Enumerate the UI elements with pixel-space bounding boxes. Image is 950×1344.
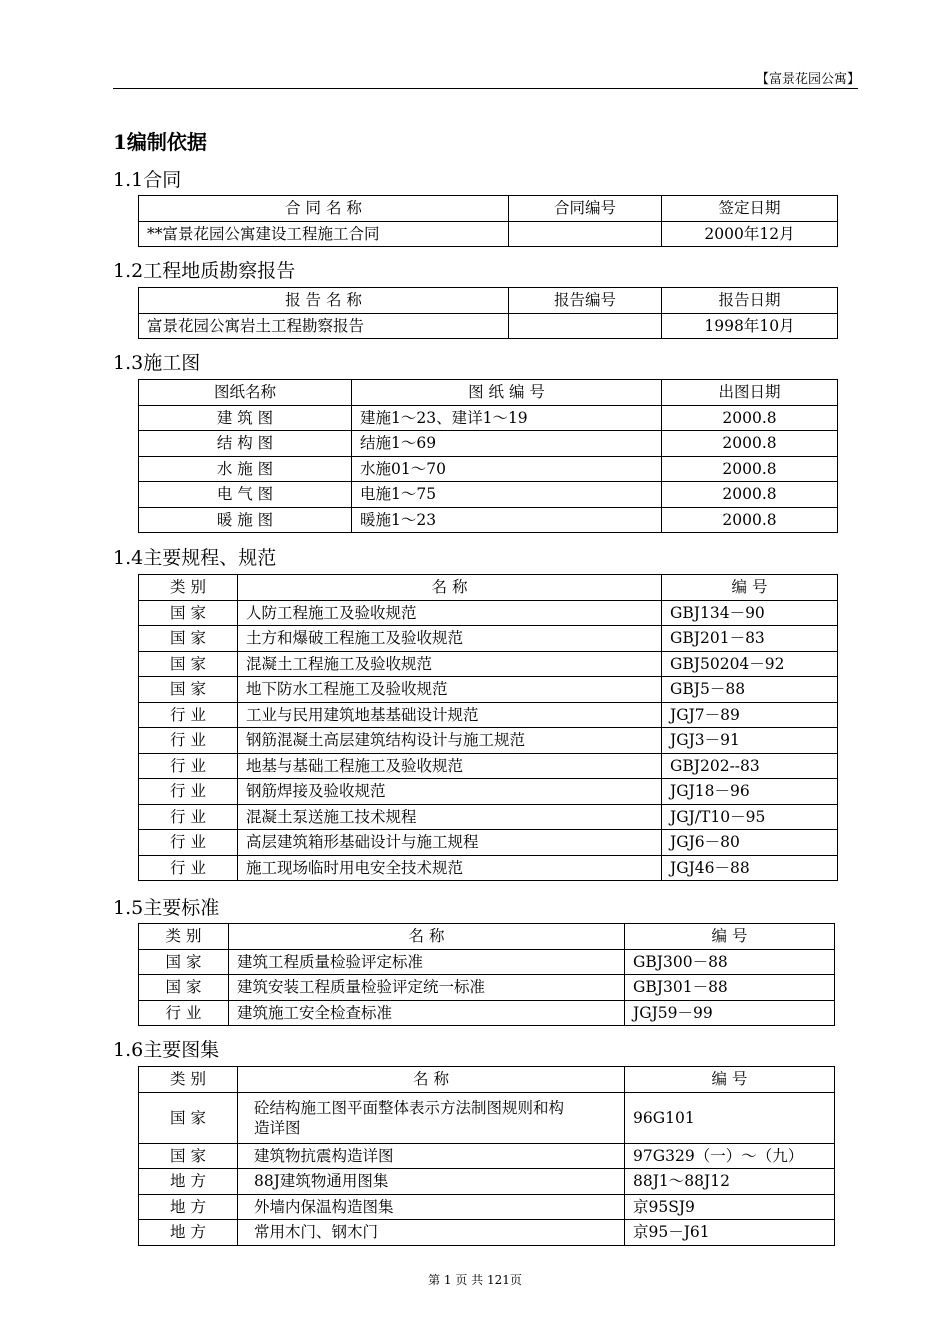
table-header-row — [139, 1067, 835, 1093]
table-row — [139, 949, 835, 975]
table-header-cell: 名 称 — [238, 1067, 625, 1093]
table-cell: 地下防水工程施工及验收规范 — [238, 677, 662, 703]
table-row — [139, 677, 838, 703]
table-cell: 1998年10月 — [662, 313, 838, 339]
section-heading-codes: 1.4主要规程、规范 — [113, 547, 277, 569]
table-row — [139, 1169, 835, 1195]
table-cell: 地基与基础工程施工及验收规范 — [238, 753, 662, 779]
table-header-cell: 图 纸 编 号 — [352, 380, 662, 406]
table-cell: JGJ7－89 — [662, 702, 838, 728]
table-cell: 行 业 — [139, 855, 238, 881]
table-header-row — [139, 924, 835, 950]
table-row — [139, 405, 838, 431]
page-title: 1编制依据 — [113, 130, 207, 154]
table-cell: 96G101 — [625, 1092, 835, 1143]
table-cell: 京95SJ9 — [625, 1194, 835, 1220]
table-header-cell: 类 别 — [139, 575, 238, 601]
drawings-table — [138, 379, 838, 533]
table-cell: 国 家 — [139, 651, 238, 677]
table-row — [139, 456, 838, 482]
table-cell: 京95－J61 — [625, 1220, 835, 1246]
table-header-row — [139, 196, 838, 222]
table-row — [139, 482, 838, 508]
table-cell — [509, 221, 662, 247]
table-header-cell: 类 别 — [139, 924, 229, 950]
table-cell: 国 家 — [139, 626, 238, 652]
table-header-row — [139, 575, 838, 601]
table-row — [139, 855, 838, 881]
table-row — [139, 1194, 835, 1220]
table-cell: 高层建筑箱形基础设计与施工规程 — [238, 830, 662, 856]
table-cell: 97G329（一）～（九） — [625, 1143, 835, 1169]
table-cell: 建 筑 图 — [139, 405, 352, 431]
table-header-cell: 合 同 名 称 — [139, 196, 509, 222]
table-cell: 国 家 — [139, 949, 229, 975]
table-cell: 国 家 — [139, 600, 238, 626]
table-cell: 国 家 — [139, 975, 229, 1001]
table-cell: 结 构 图 — [139, 431, 352, 457]
table-cell: JGJ/T10－95 — [662, 804, 838, 830]
table-cell: 2000.8 — [662, 405, 838, 431]
table-cell: 2000.8 — [662, 482, 838, 508]
table-cell: 地 方 — [139, 1220, 238, 1246]
table-cell: JGJ3－91 — [662, 728, 838, 754]
table-row — [139, 431, 838, 457]
table-cell: 土方和爆破工程施工及验收规范 — [238, 626, 662, 652]
table-cell: 混凝土工程施工及验收规范 — [238, 651, 662, 677]
table-cell: 钢筋焊接及验收规范 — [238, 779, 662, 805]
table-cell: GBJ202--83 — [662, 753, 838, 779]
table-cell: 外墙内保温构造图集 — [238, 1194, 625, 1220]
table-row — [139, 1143, 835, 1169]
table-cell: 富景花园公寓岩土工程勘察报告 — [139, 313, 509, 339]
table-cell: 行 业 — [139, 779, 238, 805]
header-title: 【富景花园公寓】 — [755, 72, 860, 87]
table-cell: 国 家 — [139, 1143, 238, 1169]
table-row — [139, 313, 838, 339]
table-row — [139, 702, 838, 728]
table-cell: 水施01～70 — [352, 456, 662, 482]
table-cell: GBJ50204－92 — [662, 651, 838, 677]
table-header-cell: 编 号 — [625, 1067, 835, 1093]
table-row — [139, 1220, 835, 1246]
atlases-table — [138, 1066, 835, 1246]
table-row — [139, 728, 838, 754]
geology-table — [138, 287, 838, 339]
table-header-row — [139, 288, 838, 314]
table-header-cell: 报告编号 — [509, 288, 662, 314]
table-cell: 建施1～23、建详1～19 — [352, 405, 662, 431]
table-row — [139, 779, 838, 805]
table-row — [139, 975, 835, 1001]
table-header-cell: 名 称 — [238, 575, 662, 601]
table-header-cell: 出图日期 — [662, 380, 838, 406]
table-cell: 水 施 图 — [139, 456, 352, 482]
table-cell: GBJ5－88 — [662, 677, 838, 703]
table-cell: 钢筋混凝土高层建筑结构设计与施工规范 — [238, 728, 662, 754]
codes-table — [138, 574, 838, 881]
table-header-row — [139, 380, 838, 406]
table-row — [139, 804, 838, 830]
table-cell: 电施1～75 — [352, 482, 662, 508]
table-cell: **富景花园公寓建设工程施工合同 — [139, 221, 509, 247]
table-cell: JGJ18－96 — [662, 779, 838, 805]
table-header-cell: 图纸名称 — [139, 380, 352, 406]
section-heading-standards: 1.5主要标准 — [113, 897, 220, 919]
table-cell: 行 业 — [139, 1000, 229, 1026]
table-row — [139, 830, 838, 856]
table-cell: 结施1～69 — [352, 431, 662, 457]
table-row — [139, 753, 838, 779]
table-cell: 2000.8 — [662, 507, 838, 533]
table-cell: 行 业 — [139, 753, 238, 779]
table-header-cell: 类 别 — [139, 1067, 238, 1093]
section-heading-atlases: 1.6主要图集 — [113, 1039, 220, 1061]
table-row — [139, 507, 838, 533]
section-heading-geology: 1.2工程地质勘察报告 — [113, 260, 296, 282]
table-cell: 建筑物抗震构造详图 — [238, 1143, 625, 1169]
table-cell: 行 业 — [139, 830, 238, 856]
table-cell: 建筑工程质量检验评定标准 — [229, 949, 625, 975]
table-cell: 88J1～88J12 — [625, 1169, 835, 1195]
table-cell: 人防工程施工及验收规范 — [238, 600, 662, 626]
section-heading-drawings: 1.3施工图 — [113, 352, 201, 374]
table-row — [139, 221, 838, 247]
table-cell: 2000年12月 — [662, 221, 838, 247]
table-cell: 暖施1～23 — [352, 507, 662, 533]
table-header-cell: 报告日期 — [662, 288, 838, 314]
table-cell: 工业与民用建筑地基基础设计规范 — [238, 702, 662, 728]
table-cell: GBJ134－90 — [662, 600, 838, 626]
table-row — [139, 600, 838, 626]
table-cell: 行 业 — [139, 804, 238, 830]
table-cell: 地 方 — [139, 1194, 238, 1220]
page-footer: 第 1 页 共 121页 — [428, 1273, 522, 1287]
table-cell: 行 业 — [139, 728, 238, 754]
table-cell: 地 方 — [139, 1169, 238, 1195]
table-header-cell: 报 告 名 称 — [139, 288, 509, 314]
table-cell: GBJ300－88 — [625, 949, 835, 975]
section-heading-contract: 1.1合同 — [113, 169, 182, 191]
table-cell: 建筑施工安全检查标准 — [229, 1000, 625, 1026]
table-cell: 电 气 图 — [139, 482, 352, 508]
table-row — [139, 626, 838, 652]
table-cell — [509, 313, 662, 339]
table-cell: JGJ46－88 — [662, 855, 838, 881]
table-cell: 混凝土泵送施工技术规程 — [238, 804, 662, 830]
table-header-cell: 编 号 — [625, 924, 835, 950]
table-cell: JGJ6－80 — [662, 830, 838, 856]
table-cell: 行 业 — [139, 702, 238, 728]
table-header-cell: 名 称 — [229, 924, 625, 950]
table-row — [139, 1000, 835, 1026]
table-cell: 2000.8 — [662, 456, 838, 482]
table-row — [139, 1092, 835, 1143]
table-cell: 国 家 — [139, 677, 238, 703]
header-divider — [113, 88, 858, 89]
contract-table — [138, 195, 838, 247]
table-cell: 常用木门、钢木门 — [238, 1220, 625, 1246]
table-cell: 砼结构施工图平面整体表示方法制图规则和构造详图 — [238, 1092, 625, 1143]
table-cell: 施工现场临时用电安全技术规范 — [238, 855, 662, 881]
table-row — [139, 651, 838, 677]
table-header-cell: 签定日期 — [662, 196, 838, 222]
table-cell: 暖 施 图 — [139, 507, 352, 533]
table-cell: GBJ201－83 — [662, 626, 838, 652]
table-cell: GBJ301－88 — [625, 975, 835, 1001]
table-cell: 建筑安装工程质量检验评定统一标准 — [229, 975, 625, 1001]
table-header-cell: 合同编号 — [509, 196, 662, 222]
table-cell: 88J建筑物通用图集 — [238, 1169, 625, 1195]
table-header-cell: 编 号 — [662, 575, 838, 601]
table-cell: 2000.8 — [662, 431, 838, 457]
standards-table — [138, 923, 835, 1026]
table-cell: JGJ59－99 — [625, 1000, 835, 1026]
table-cell: 国 家 — [139, 1092, 238, 1143]
